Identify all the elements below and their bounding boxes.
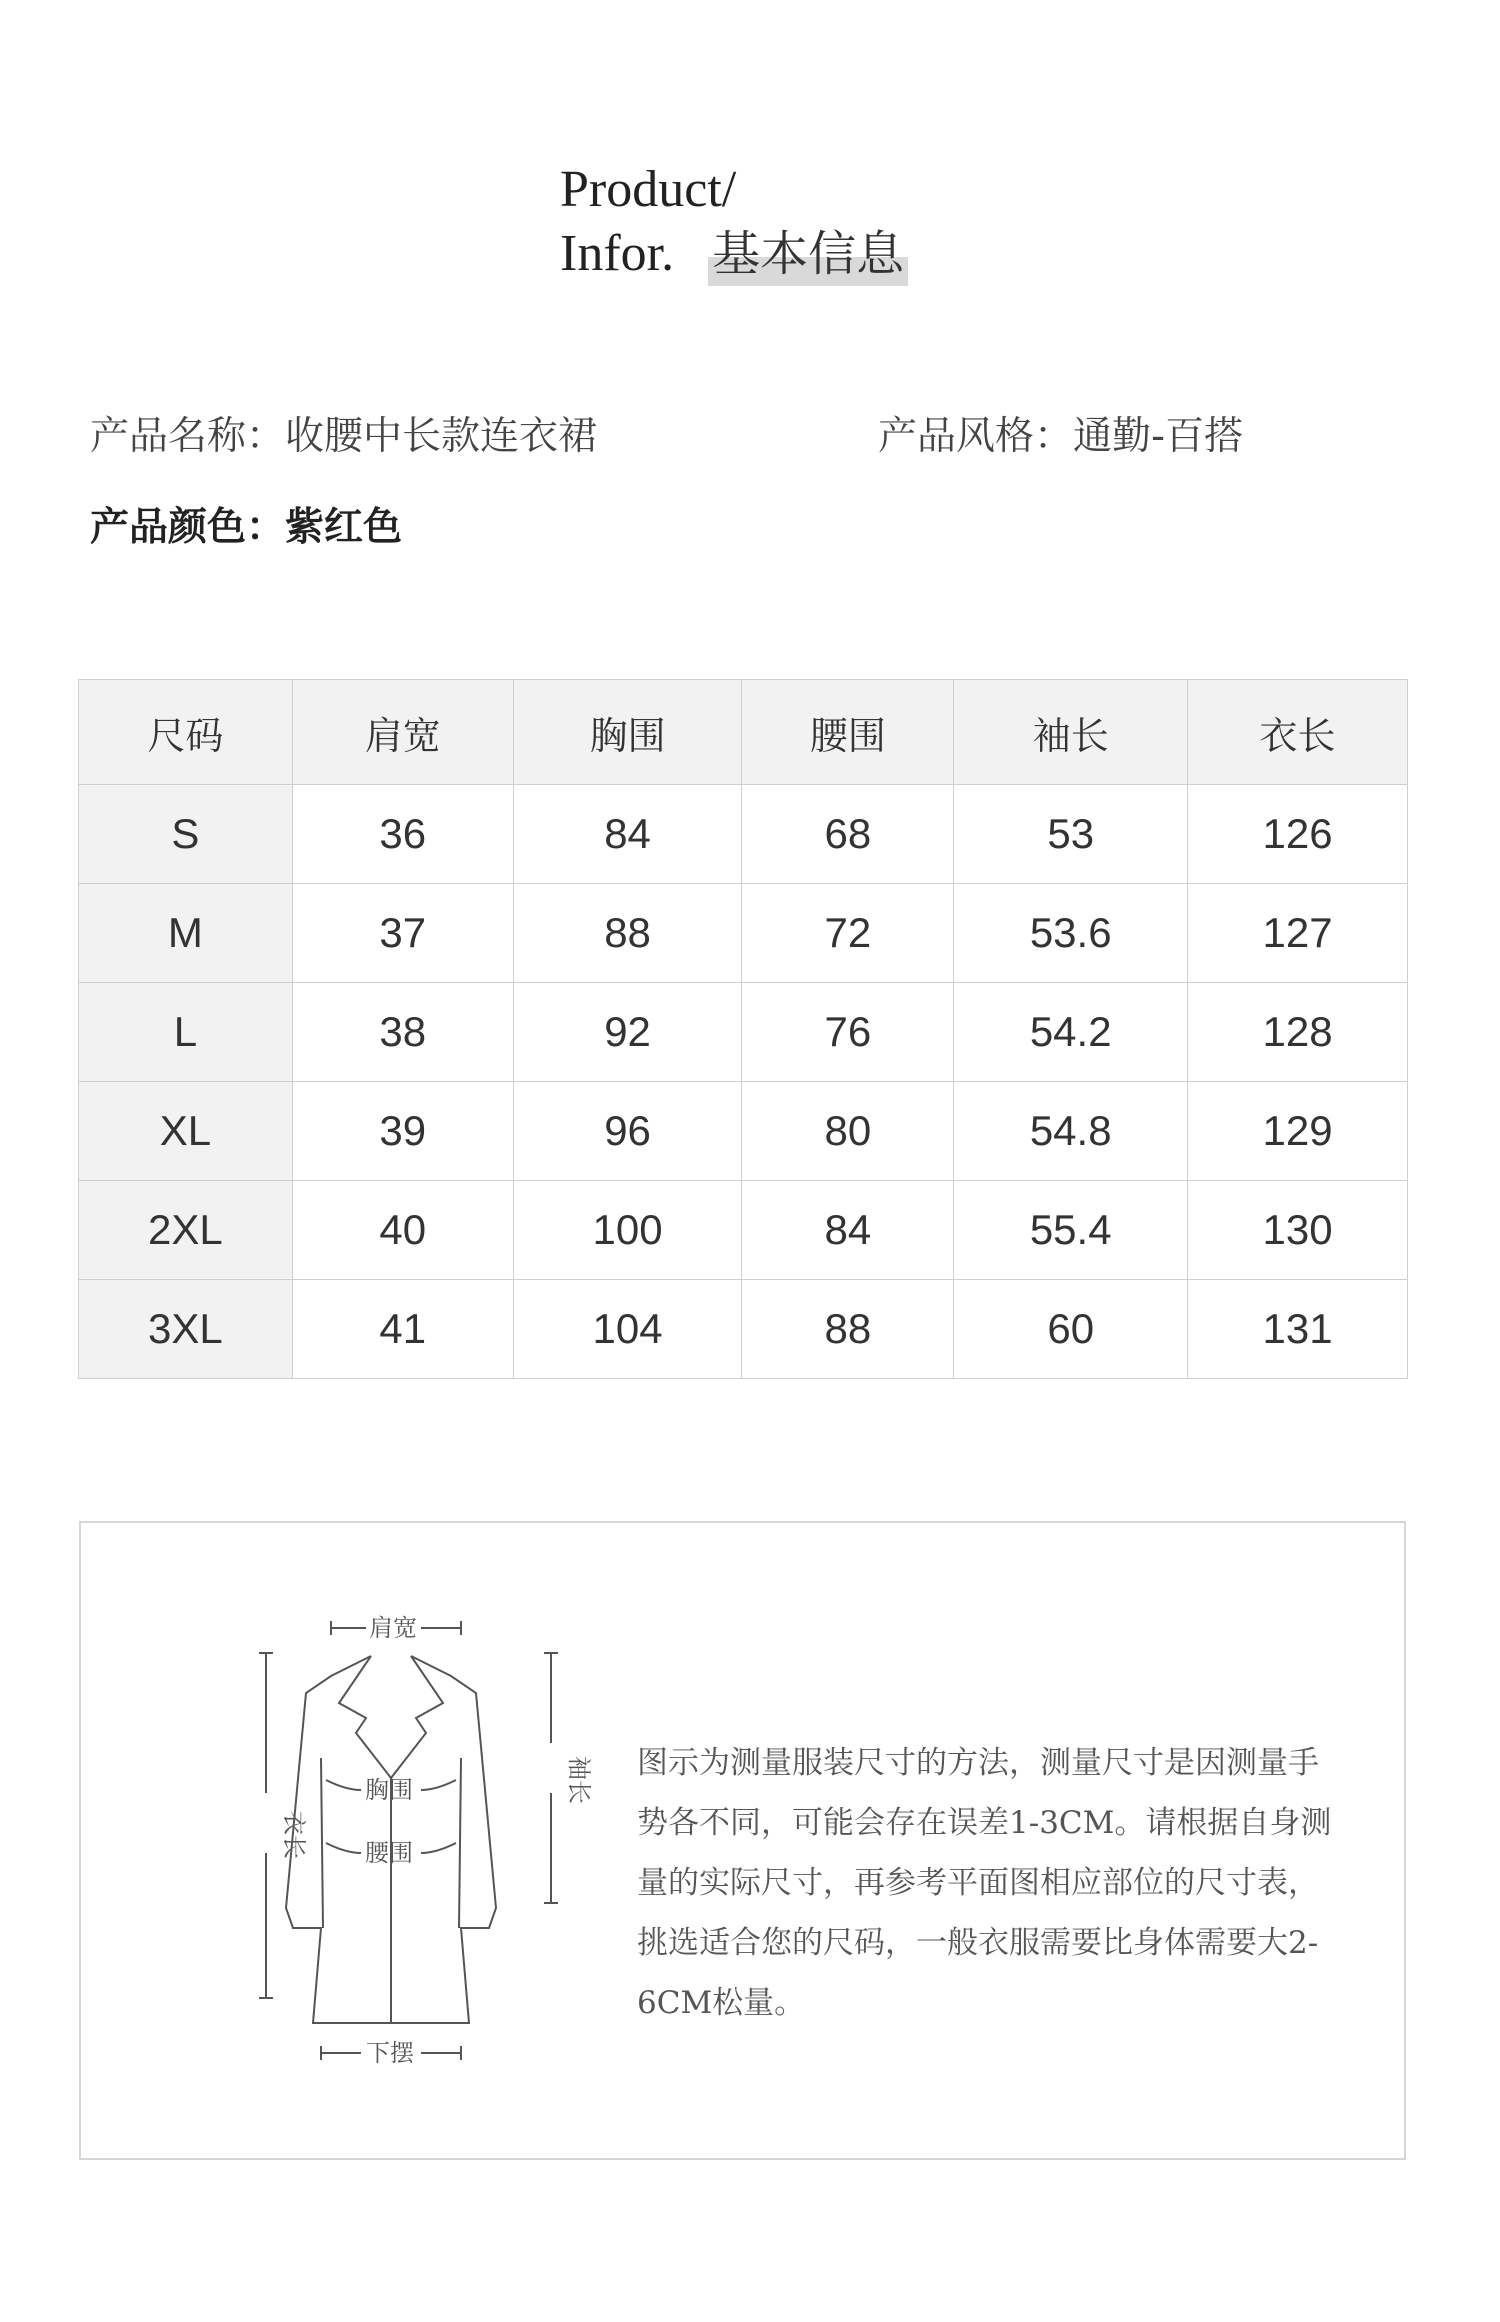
table-cell: 84: [742, 1181, 954, 1280]
table-cell: 88: [513, 884, 742, 983]
length-label: 衣长: [280, 1811, 308, 1859]
table-cell: 53: [954, 785, 1188, 884]
table-cell: 130: [1188, 1181, 1408, 1280]
chest-curve-right: [421, 1780, 456, 1790]
coat-measurement-diagram: [221, 1608, 593, 2078]
header-chest: 胸围: [513, 680, 742, 785]
header-sleeve: 袖长: [954, 680, 1188, 785]
table-cell: 129: [1188, 1082, 1408, 1181]
product-name-value: 收腰中长款连衣裙: [285, 414, 598, 459]
table-cell: 131: [1188, 1280, 1408, 1379]
product-name-label: 产品名称：: [90, 414, 286, 459]
product-style-label: 产品风格：: [878, 414, 1074, 459]
chest-curve-left: [326, 1780, 361, 1790]
table-row: [79, 884, 1408, 983]
section-title: [560, 158, 908, 286]
table-cell: 127: [1188, 884, 1408, 983]
table-cell: 60: [954, 1280, 1188, 1379]
table-cell: 40: [292, 1181, 513, 1280]
table-cell: 76: [742, 983, 954, 1082]
table-row: [79, 1280, 1408, 1379]
table-cell: 41: [292, 1280, 513, 1379]
table-cell: 37: [292, 884, 513, 983]
header-waist: 腰围: [742, 680, 954, 785]
measurement-guide: [79, 1521, 1406, 2160]
table-cell: 100: [513, 1181, 742, 1280]
title-english-line2: Infor.: [560, 225, 675, 282]
table-cell: 39: [292, 1082, 513, 1181]
coat-lapels: [339, 1656, 443, 1778]
chest-label: 胸围: [365, 1776, 413, 1804]
table-cell: 53.6: [954, 884, 1188, 983]
sleeve-label: 袖长: [565, 1756, 593, 1804]
size-cell: 2XL: [79, 1181, 293, 1280]
size-cell: M: [79, 884, 293, 983]
table-cell: 80: [742, 1082, 954, 1181]
product-color-row: [90, 496, 402, 552]
measurement-guide-text: 图示为测量服装尺寸的方法，测量尺寸是因测量手势各不同，可能会存在误差1-3CM。请根据自身测量的实际尺寸，再参考平面图相应部位的尺寸表，挑选适合您的尺码，一般衣服需要比身体需要大2-6CM松量。: [637, 1745, 1332, 2021]
table-cell: 104: [513, 1280, 742, 1379]
shoulder-label: 肩宽: [369, 1614, 417, 1642]
table-cell: 55.4: [954, 1181, 1188, 1280]
table-header-row: [79, 680, 1408, 785]
header-length: 衣长: [1188, 680, 1408, 785]
table-cell: 126: [1188, 785, 1408, 884]
table-cell: 38: [292, 983, 513, 1082]
right-sleeve-seam: [459, 1758, 461, 1928]
table-cell: 88: [742, 1280, 954, 1379]
header-shoulder: 肩宽: [292, 680, 513, 785]
product-style-value: 通勤-百搭: [1073, 414, 1244, 459]
left-sleeve-seam: [321, 1758, 323, 1928]
product-style-row: [878, 405, 1243, 461]
title-chinese: 基本信息: [708, 222, 908, 286]
title-english-line1: Product/: [560, 161, 737, 218]
product-name-row: [90, 405, 597, 461]
size-cell: 3XL: [79, 1280, 293, 1379]
table-row: [79, 785, 1408, 884]
table-cell: 36: [292, 785, 513, 884]
table-cell: 54.8: [954, 1082, 1188, 1181]
table-cell: 92: [513, 983, 742, 1082]
table-row: [79, 1082, 1408, 1181]
title-english-line2-wrap: [560, 222, 908, 286]
product-color-value: 紫红色: [285, 505, 403, 550]
hem-label: 下摆: [366, 2039, 414, 2067]
table-cell: 68: [742, 785, 954, 884]
table-cell: 128: [1188, 983, 1408, 1082]
product-color-label: 产品颜色：: [90, 505, 286, 550]
waist-label: 腰围: [365, 1839, 413, 1867]
size-cell: XL: [79, 1082, 293, 1181]
table-cell: 54.2: [954, 983, 1188, 1082]
size-cell: S: [79, 785, 293, 884]
table-cell: 72: [742, 884, 954, 983]
waist-curve-right: [421, 1843, 456, 1853]
table-row: [79, 1181, 1408, 1280]
table-cell: 96: [513, 1082, 742, 1181]
header-size: 尺码: [79, 680, 293, 785]
size-cell: L: [79, 983, 293, 1082]
waist-curve-left: [326, 1843, 361, 1853]
size-table: [78, 679, 1408, 1379]
table-row: [79, 983, 1408, 1082]
table-cell: 84: [513, 785, 742, 884]
